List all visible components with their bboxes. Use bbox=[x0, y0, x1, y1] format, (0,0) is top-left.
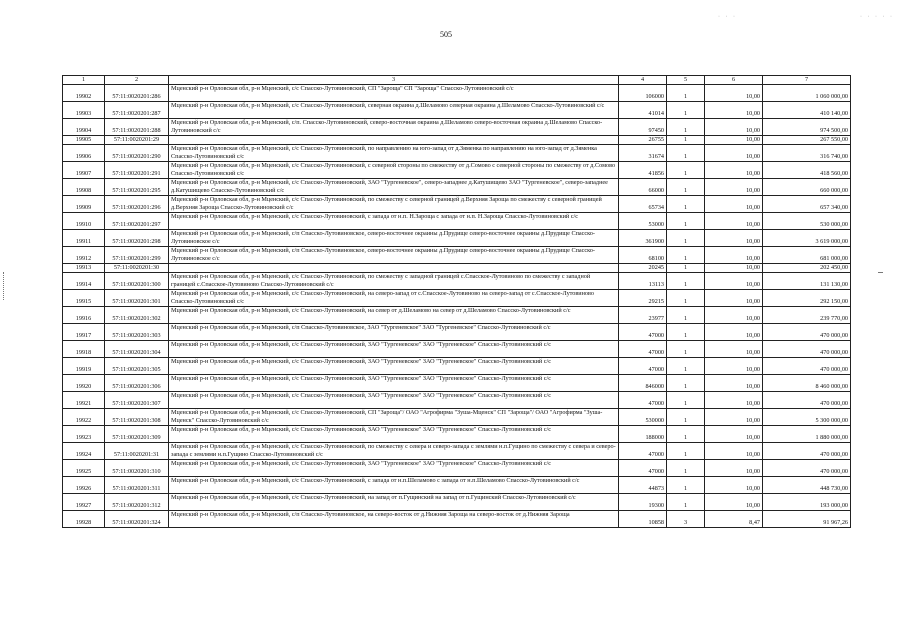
cadastral-value-cell: 193 000,00 bbox=[763, 494, 851, 511]
share-cell: 1 bbox=[667, 136, 705, 145]
cadastral-number-cell: 57:11:0020201:296 bbox=[105, 196, 169, 213]
cadastral-number-cell: 57:11:0020201:302 bbox=[105, 307, 169, 324]
column-header: 5 bbox=[667, 76, 705, 85]
rate-cell: 10,00 bbox=[705, 264, 763, 273]
column-header: 7 bbox=[763, 76, 851, 85]
share-cell: 1 bbox=[667, 273, 705, 290]
location-description-cell: Мценский р-н Орловская обл, р-н Мценский, с/с Спасско-Лутовиновский, с запада от н.п.Шеламово с запада от н.п.Шеламово Спасско-Лутовиновский с/с bbox=[169, 477, 619, 494]
row-number-cell: 19912 bbox=[63, 247, 105, 264]
column-header: 1 bbox=[63, 76, 105, 85]
cadastral-number-cell: 57:11:0020201:30 bbox=[105, 264, 169, 273]
table-row bbox=[63, 213, 851, 230]
table-row bbox=[63, 162, 851, 179]
location-description-cell: Мценский р-н Орловская обл, р-н Мценский, с/с Спасско-Лутовиновский, СП "Зароща" СП "Зароща" Спасско-Лутовиновский с/с bbox=[169, 85, 619, 102]
table-row bbox=[63, 230, 851, 247]
cadastral-value-cell: 1 060 000,00 bbox=[763, 85, 851, 102]
share-cell: 1 bbox=[667, 230, 705, 247]
cadastral-value-cell: 470 000,00 bbox=[763, 392, 851, 409]
cadastral-number-cell: 57:11:0020201:290 bbox=[105, 145, 169, 162]
rate-cell: 10,00 bbox=[705, 196, 763, 213]
row-number-cell: 19914 bbox=[63, 273, 105, 290]
cadastral-value-cell: 202 450,00 bbox=[763, 264, 851, 273]
table-row bbox=[63, 307, 851, 324]
share-cell: 1 bbox=[667, 213, 705, 230]
location-description-cell: Мценский р-н Орловская обл, р-н Мценский, с/с Спасско-Лутовиновский, с запада от н.п. Н.Зароща с запада от н.п. Н.Зароща Спасско-Лутовиновский с/с bbox=[169, 213, 619, 230]
rate-cell: 10,00 bbox=[705, 102, 763, 119]
share-cell: 1 bbox=[667, 460, 705, 477]
cadastral-number-cell: 57:11:0020201:297 bbox=[105, 213, 169, 230]
cadastral-number-cell: 57:11:0020201:310 bbox=[105, 460, 169, 477]
cadastral-value-cell: 131 130,00 bbox=[763, 273, 851, 290]
cadastral-value-cell: 470 000,00 bbox=[763, 324, 851, 341]
rate-cell: 10,00 bbox=[705, 375, 763, 392]
column-header: 2 bbox=[105, 76, 169, 85]
row-number-cell: 19906 bbox=[63, 145, 105, 162]
table-row bbox=[63, 426, 851, 443]
location-description-cell: Мценский р-н Орловская обл, р-н Мценский, с/с Спасско-Лутовиновский, ЗАО "Тургеневское", северо-западнее д.Катушищево ЗАО "Тургеневское", северо-западнее д.Катушищево Спасско-Лутовиновский с/с bbox=[169, 179, 619, 196]
area-cell: 65734 bbox=[619, 196, 667, 213]
location-description-cell: Мценский р-н Орловская обл, р-н Мценский, с/с Спасско-Лутовиновский, на северо-запад от с.Спасское-Лутовиново на северо-запад от с.Спасское-Лутовиново Спасско-Лутовиновский с/с bbox=[169, 290, 619, 307]
cadastral-number-cell: 57:11:0020201:29 bbox=[105, 136, 169, 145]
share-cell: 1 bbox=[667, 162, 705, 179]
table-row bbox=[63, 392, 851, 409]
cadastral-value-cell: 448 730,00 bbox=[763, 477, 851, 494]
area-cell: 13113 bbox=[619, 273, 667, 290]
share-cell: 1 bbox=[667, 196, 705, 213]
area-cell: 10858 bbox=[619, 511, 667, 528]
share-cell: 1 bbox=[667, 179, 705, 196]
share-cell: 1 bbox=[667, 85, 705, 102]
rate-cell: 10,00 bbox=[705, 443, 763, 460]
area-cell: 29215 bbox=[619, 290, 667, 307]
rate-cell: 10,00 bbox=[705, 230, 763, 247]
row-number-cell: 19907 bbox=[63, 162, 105, 179]
row-number-cell: 19927 bbox=[63, 494, 105, 511]
area-cell: 361900 bbox=[619, 230, 667, 247]
cadastral-number-cell: 57:11:0020201:306 bbox=[105, 375, 169, 392]
rate-cell: 10,00 bbox=[705, 162, 763, 179]
cadastral-number-cell: 57:11:0020201:309 bbox=[105, 426, 169, 443]
cadastral-value-cell: 292 150,00 bbox=[763, 290, 851, 307]
share-cell: 1 bbox=[667, 341, 705, 358]
row-number-cell: 19925 bbox=[63, 460, 105, 477]
cadastral-value-cell: 470 000,00 bbox=[763, 443, 851, 460]
area-cell: 20245 bbox=[619, 264, 667, 273]
page-number: 505 bbox=[440, 30, 452, 39]
rate-cell: 10,00 bbox=[705, 179, 763, 196]
cadastral-value-cell: 974 500,00 bbox=[763, 119, 851, 136]
cadastral-number-cell: 57:11:0020201:305 bbox=[105, 358, 169, 375]
cadastral-number-cell: 57:11:0020201:324 bbox=[105, 511, 169, 528]
rate-cell: 10,00 bbox=[705, 213, 763, 230]
scan-speck: · · · · · bbox=[860, 14, 894, 20]
area-cell: 47000 bbox=[619, 443, 667, 460]
rate-cell: 10,00 bbox=[705, 341, 763, 358]
cadastral-value-cell: 660 000,00 bbox=[763, 179, 851, 196]
cadastral-number-cell: 57:11:0020201:308 bbox=[105, 409, 169, 426]
share-cell: 1 bbox=[667, 119, 705, 136]
table-row bbox=[63, 341, 851, 358]
area-cell: 530000 bbox=[619, 409, 667, 426]
cadastral-value-cell: 316 740,00 bbox=[763, 145, 851, 162]
table-row bbox=[63, 358, 851, 375]
table-row bbox=[63, 409, 851, 426]
area-cell: 53000 bbox=[619, 213, 667, 230]
area-cell: 41856 bbox=[619, 162, 667, 179]
row-number-cell: 19921 bbox=[63, 392, 105, 409]
rate-cell: 10,00 bbox=[705, 358, 763, 375]
cadastral-value-cell: 5 300 000,00 bbox=[763, 409, 851, 426]
location-description-cell: Мценский р-н Орловская обл, р-н Мценский, с/с Спасско-Лутовиновский, на запад от п.Гущинский на запад от п.Гущинский Спасско-Лутовиновский с/с bbox=[169, 494, 619, 511]
area-cell: 19300 bbox=[619, 494, 667, 511]
location-description-cell: Мценский р-н Орловская обл, р-н Мценский, с/с Спасско-Лутовиновский, СП "Зароща"/ ОАО "Агрофирма "Зуша-Мценск" СП "Зароща"/ ОАО "Агрофирма "Зуша-Мценск" Спасско-Лутовиновский с/с bbox=[169, 409, 619, 426]
rate-cell: 10,00 bbox=[705, 477, 763, 494]
share-cell: 1 bbox=[667, 392, 705, 409]
row-number-cell: 19916 bbox=[63, 307, 105, 324]
cadastral-number-cell: 57:11:0020201:291 bbox=[105, 162, 169, 179]
location-description-cell: Мценский р-н Орловская обл, р-н Мценский, с/с Спасско-Лутовиновский, ЗАО "Тургеневское" ЗАО "Тургеневское" Спасско-Лутовиновский с/с bbox=[169, 375, 619, 392]
share-cell: 1 bbox=[667, 324, 705, 341]
cadastral-number-cell: 57:11:0020201:311 bbox=[105, 477, 169, 494]
share-cell: 1 bbox=[667, 247, 705, 264]
table-row bbox=[63, 247, 851, 264]
cadastral-number-cell: 57:11:0020201:312 bbox=[105, 494, 169, 511]
rate-cell: 10,00 bbox=[705, 273, 763, 290]
table-row bbox=[63, 511, 851, 528]
row-number-cell: 19903 bbox=[63, 102, 105, 119]
location-description-cell: Мценский р-н Орловская обл, р-н Мценский, с/с Спасско-Лутовиновский, по смежеству с северной границей д.Верхняя Зароща по смежеству с северной границей д.Верхняя Зароща Спасско-Лутовиновский с/с bbox=[169, 196, 619, 213]
area-cell: 66000 bbox=[619, 179, 667, 196]
share-cell: 1 bbox=[667, 494, 705, 511]
area-cell: 47000 bbox=[619, 392, 667, 409]
table-row bbox=[63, 85, 851, 102]
rate-cell: 10,00 bbox=[705, 324, 763, 341]
area-cell: 44873 bbox=[619, 477, 667, 494]
cadastral-value-cell: 470 000,00 bbox=[763, 358, 851, 375]
location-description-cell: Мценский р-н Орловская обл, р-н Мценский, с/с Спасско-Лутовиновский, ЗАО "Тургеневское" ЗАО "Тургеневское" Спасско-Лутовиновский с/с bbox=[169, 392, 619, 409]
table-row bbox=[63, 264, 851, 273]
cadastral-number-cell: 57:11:0020201:301 bbox=[105, 290, 169, 307]
rate-cell: 10,00 bbox=[705, 119, 763, 136]
area-cell: 846000 bbox=[619, 375, 667, 392]
share-cell: 1 bbox=[667, 307, 705, 324]
rate-cell: 10,00 bbox=[705, 494, 763, 511]
rate-cell: 8,47 bbox=[705, 511, 763, 528]
cadastral-value-cell: 657 340,00 bbox=[763, 196, 851, 213]
cadastral-value-cell: 91 967,26 bbox=[763, 511, 851, 528]
row-number-cell: 19908 bbox=[63, 179, 105, 196]
cadastral-value-cell: 8 460 000,00 bbox=[763, 375, 851, 392]
share-cell: 1 bbox=[667, 290, 705, 307]
cadastral-value-cell: 267 550,00 bbox=[763, 136, 851, 145]
area-cell: 68100 bbox=[619, 247, 667, 264]
rate-cell: 10,00 bbox=[705, 460, 763, 477]
table-row bbox=[63, 494, 851, 511]
area-cell: 26755 bbox=[619, 136, 667, 145]
location-description-cell: Мценский р-н Орловская обл, р-н Мценский, с/с Спасско-Лутовиновский, по смежеству с западной границей с.Спасское-Лутовиново по смежеству с западной границей с.Спасское-Лутовиново Спасско-Лутовиновский с/с bbox=[169, 273, 619, 290]
share-cell: 3 bbox=[667, 511, 705, 528]
table-row bbox=[63, 179, 851, 196]
table-row bbox=[63, 145, 851, 162]
rate-cell: 10,00 bbox=[705, 136, 763, 145]
cadastral-value-cell: 418 560,00 bbox=[763, 162, 851, 179]
rate-cell: 10,00 bbox=[705, 247, 763, 264]
location-description-cell: Мценский р-н Орловская обл, р-н Мценский, с/п Спасско-Лутовиновское, северо-восточнее окраины д.Прудище северо-восточнее окраины д.Прудище Спасско-Лутовиновское с/с bbox=[169, 230, 619, 247]
row-number-cell: 19904 bbox=[63, 119, 105, 136]
area-cell: 106000 bbox=[619, 85, 667, 102]
header-row bbox=[63, 76, 851, 85]
cadastral-number-cell: 57:11:0020201:303 bbox=[105, 324, 169, 341]
table-row bbox=[63, 119, 851, 136]
table-row bbox=[63, 375, 851, 392]
area-cell: 47000 bbox=[619, 341, 667, 358]
location-description-cell: Мценский р-н Орловская обл, р-н Мценский, с/с Спасско-Лутовиновский, по смежеству с севера и северо-запада с землями н.п.Гущино по смежеству с севера и северо-запада с землями н.п.Гущино Спасско-Лутовиновский с/с bbox=[169, 443, 619, 460]
row-number-cell: 19910 bbox=[63, 213, 105, 230]
location-description-cell: Мценский р-н Орловская обл, р-н Мценский, с/п Спасско-Лутовиновское, на северо-восток от д.Нижняя Зароща на северо-восток от д.Нижняя Зароща bbox=[169, 511, 619, 528]
area-cell: 23977 bbox=[619, 307, 667, 324]
row-number-cell: 19924 bbox=[63, 443, 105, 460]
area-cell: 188000 bbox=[619, 426, 667, 443]
row-number-cell: 19911 bbox=[63, 230, 105, 247]
column-header: 3 bbox=[169, 76, 619, 85]
row-number-cell: 19905 bbox=[63, 136, 105, 145]
share-cell: 1 bbox=[667, 102, 705, 119]
table-row bbox=[63, 273, 851, 290]
share-cell: 1 bbox=[667, 264, 705, 273]
table-row bbox=[63, 136, 851, 145]
scan-margin-mark bbox=[3, 272, 5, 300]
cadastral-value-cell: 3 619 000,00 bbox=[763, 230, 851, 247]
area-cell: 31674 bbox=[619, 145, 667, 162]
row-number-cell: 19902 bbox=[63, 85, 105, 102]
cadastral-number-cell: 57:11:0020201:307 bbox=[105, 392, 169, 409]
row-number-cell: 19909 bbox=[63, 196, 105, 213]
cadastral-number-cell: 57:11:0020201:299 bbox=[105, 247, 169, 264]
cadastral-number-cell: 57:11:0020201:288 bbox=[105, 119, 169, 136]
location-description-cell: Мценский р-н Орловская обл, р-н Мценский, с/с Спасско-Лутовиновский, ЗАО "Тургеневское" ЗАО "Тургеневское" Спасско-Лутовиновский с/с bbox=[169, 358, 619, 375]
cadastral-number-cell: 57:11:0020201:304 bbox=[105, 341, 169, 358]
cadastral-number-cell: 57:11:0020201:298 bbox=[105, 230, 169, 247]
table-row bbox=[63, 102, 851, 119]
rate-cell: 10,00 bbox=[705, 392, 763, 409]
location-description-cell: Мценский р-н Орловская обл, р-н Мценский, с/с Спасско-Лутовиновский, по направлению на юго-запад от д.Зяменка по направлению на юго-запад от д.Зяменка Спасско-Лутовиновский с/с bbox=[169, 145, 619, 162]
location-description-cell: Мценский р-н Орловская обл, р-н Мценский, с/с Спасско-Лутовиновский, на север от д.Шеламово на север от д.Шеламово Спасско-Лутовиновский с/с bbox=[169, 307, 619, 324]
row-number-cell: 19926 bbox=[63, 477, 105, 494]
location-description-cell: Мценский р-н Орловская обл, р-н Мценский, с/с Спасско-Лутовиновский, с северной стороны по смежеству от д.Сомово с северной стороны по смежеству от д.Сомово Спасско-Лутовиновский с/с bbox=[169, 162, 619, 179]
rate-cell: 10,00 bbox=[705, 290, 763, 307]
rate-cell: 10,00 bbox=[705, 85, 763, 102]
location-description-cell: Мценский р-н Орловская обл, р-н Мценский, с/с Спасско-Лутовиновский, ЗАО "Тургеневское" ЗАО "Тургеневское" Спасско-Лутовиновский с/с bbox=[169, 341, 619, 358]
row-number-cell: 19913 bbox=[63, 264, 105, 273]
cadastral-number-cell: 57:11:0020201:287 bbox=[105, 102, 169, 119]
row-number-cell: 19922 bbox=[63, 409, 105, 426]
table-row bbox=[63, 477, 851, 494]
table-row bbox=[63, 324, 851, 341]
cadastral-value-cell: 681 000,00 bbox=[763, 247, 851, 264]
row-number-cell: 19923 bbox=[63, 426, 105, 443]
cadastral-number-cell: 57:11:0020201:31 bbox=[105, 443, 169, 460]
row-number-cell: 19917 bbox=[63, 324, 105, 341]
table-row bbox=[63, 196, 851, 213]
cadastral-number-cell: 57:11:0020201:300 bbox=[105, 273, 169, 290]
cadastral-number-cell: 57:11:0020201:295 bbox=[105, 179, 169, 196]
table-row bbox=[63, 290, 851, 307]
location-description-cell: Мценский р-н Орловская обл, р-н Мценский, с/с Спасско-Лутовиновский, ЗАО "Тургеневское" ЗАО "Тургеневское" Спасско-Лутовиновский с/с bbox=[169, 460, 619, 477]
area-cell: 41014 bbox=[619, 102, 667, 119]
share-cell: 1 bbox=[667, 477, 705, 494]
area-cell: 47000 bbox=[619, 324, 667, 341]
cadastral-value-cell: 530 000,00 bbox=[763, 213, 851, 230]
cadastral-value-cell: 470 000,00 bbox=[763, 460, 851, 477]
row-number-cell: 19919 bbox=[63, 358, 105, 375]
row-number-cell: 19920 bbox=[63, 375, 105, 392]
cadastral-value-cell: 239 770,00 bbox=[763, 307, 851, 324]
share-cell: 1 bbox=[667, 426, 705, 443]
location-description-cell: Мценский р-н Орловская обл, р-н Мценский, с/п. Спасско-Лутовиновский, северо-восточная окраина д.Шеламово северо-восточная окраина д.Шеламово Спасско-Лутовиновский с/с bbox=[169, 119, 619, 136]
scan-speck: · · · bbox=[718, 14, 737, 20]
share-cell: 1 bbox=[667, 145, 705, 162]
location-description-cell: Мценский р-н Орловская обл, р-н Мценский, с/с Спасско-Лутовиновский, ЗАО "Тургеневское" ЗАО "Тургеневское" Спасско-Лутовиновский с/с bbox=[169, 426, 619, 443]
cadastral-value-cell: 1 880 000,00 bbox=[763, 426, 851, 443]
rate-cell: 10,00 bbox=[705, 307, 763, 324]
rate-cell: 10,00 bbox=[705, 426, 763, 443]
cadastral-value-cell: 410 140,00 bbox=[763, 102, 851, 119]
share-cell: 1 bbox=[667, 409, 705, 426]
share-cell: 1 bbox=[667, 358, 705, 375]
area-cell: 47000 bbox=[619, 358, 667, 375]
row-number-cell: 19918 bbox=[63, 341, 105, 358]
table-row bbox=[63, 443, 851, 460]
location-description-cell: Мценский р-н Орловская обл, р-н Мценский, с/п Спасско-Лутовиновское, ЗАО "Тургеневское" ЗАО "Тургеневское" Спасско-Лутовиновский с/с bbox=[169, 324, 619, 341]
cadastral-value-cell: 470 000,00 bbox=[763, 341, 851, 358]
table-row bbox=[63, 460, 851, 477]
rate-cell: 10,00 bbox=[705, 409, 763, 426]
row-number-cell: 19928 bbox=[63, 511, 105, 528]
cadastral-number-cell: 57:11:0020201:286 bbox=[105, 85, 169, 102]
rate-cell: 10,00 bbox=[705, 145, 763, 162]
share-cell: 1 bbox=[667, 443, 705, 460]
area-cell: 47000 bbox=[619, 460, 667, 477]
column-header: 6 bbox=[705, 76, 763, 85]
share-cell: 1 bbox=[667, 375, 705, 392]
land-register-table bbox=[62, 75, 851, 528]
scan-margin-dash bbox=[878, 272, 883, 273]
location-description-cell: Мценский р-н Орловская обл, р-н Мценский, с/п Спасско-Лутовиновское, северо-восточнее окраины д.Прудище северо-восточнее окраины д.Прудище Спасско-Лутовиновское с/с bbox=[169, 247, 619, 264]
area-cell: 97450 bbox=[619, 119, 667, 136]
location-description-cell bbox=[169, 136, 619, 145]
location-description-cell bbox=[169, 264, 619, 273]
column-header: 4 bbox=[619, 76, 667, 85]
row-number-cell: 19915 bbox=[63, 290, 105, 307]
location-description-cell: Мценский р-н Орловская обл, р-н Мценский, с/с Спасско-Лутовиновский, северная окраина д.Шеламово северная окраина д.Шеламово Спасско-Лутовиновский с/с bbox=[169, 102, 619, 119]
